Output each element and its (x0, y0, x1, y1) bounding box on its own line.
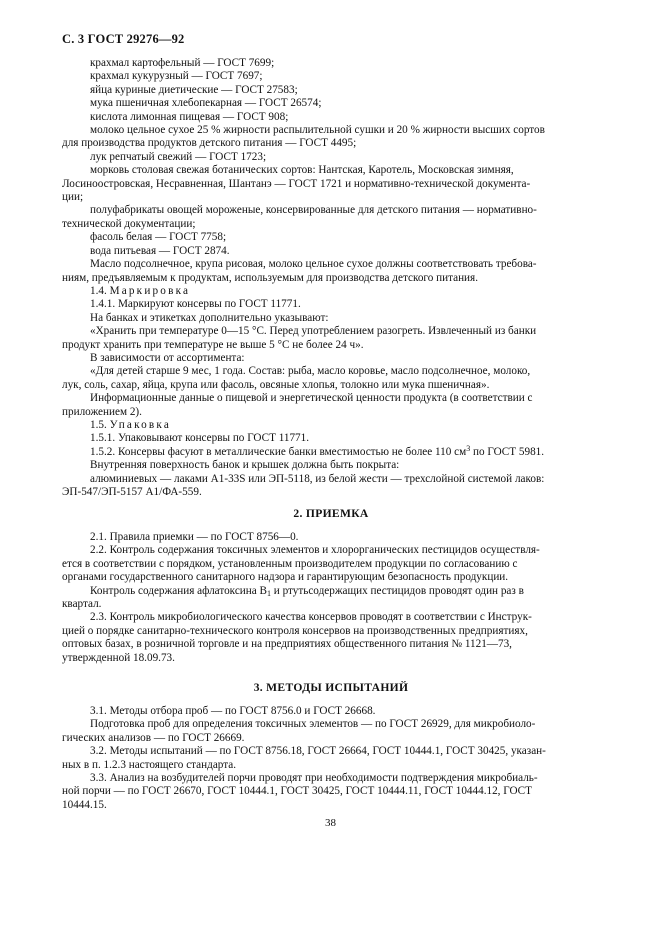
list-item: фасоль белая — ГОСТ 7758; (90, 231, 227, 244)
list-item-continued: ции; (62, 191, 84, 204)
paragraph: В зависимости от ассортимента: (90, 351, 245, 364)
paragraph: Информационные данные о пищевой и энергетической ценности продукта (в соответствии с (90, 392, 533, 405)
paragraph-continued: продукт хранить при температуре не выше 5 °С не более 24 ч». (62, 338, 364, 351)
paragraph: На банках и этикетках дополнительно указывают: (90, 311, 329, 324)
list-item: мука пшеничная хлебопекарная — ГОСТ 26574; (90, 97, 322, 110)
section-3-body (62, 705, 600, 812)
subsection-title: Упаковка (109, 418, 172, 431)
subsection-heading-1-5 (62, 419, 600, 432)
paragraph-continued: органами государственного санитарного надзора и гарантирующим безопасность продукции. (62, 571, 509, 584)
clause-1-5-1: 1.5.1. Упаковывают консервы по ГОСТ 11771. (90, 432, 310, 445)
paragraph-continued: цией о порядке санитарно-технического контроля консервов на производственных предприятиях, (62, 624, 528, 637)
clause-3-1: 3.1. Методы отбора проб — по ГОСТ 8756.0 и ГОСТ 26668. (90, 705, 376, 717)
list-item-continued: Лосиноостровская, Несравненная, Шантанэ — ГОСТ 1721 и нормативно-технической документа- (62, 177, 531, 190)
clause-3-2: 3.2. Методы испытаний — по ГОСТ 8756.18, ГОСТ 26664, ГОСТ 10444.1, ГОСТ 30425, указан- (90, 745, 546, 758)
paragraph-continued: гических анализов — по ГОСТ 26669. (62, 731, 245, 744)
list-item: лук репчатый свежий — ГОСТ 1723; (90, 150, 267, 163)
list-item: яйца куриные диетические — ГОСТ 27583; (90, 83, 298, 96)
clause-2-1: 2.1. Правила приемки — по ГОСТ 8756—0. (90, 531, 299, 543)
list-item: крахмал картофельный — ГОСТ 7699; (90, 57, 275, 69)
list-item-continued: для производства продуктов детского питания — ГОСТ 4495; (62, 137, 357, 150)
page-header: С. 3 ГОСТ 29276—92 (62, 32, 185, 46)
section-3-title: 3. МЕТОДЫ ИСПЫТАНИЙ (253, 681, 409, 694)
paragraph-continued: утвержденной 18.09.73. (62, 651, 175, 664)
subsection-number: 1.5. (90, 418, 107, 431)
list-item: вода питьевая — ГОСТ 2874. (90, 244, 230, 257)
clause-3-3: 3.3. Анализ на возбудителей порчи проводят при необходимости подтверждения микробиаль- (90, 772, 538, 785)
paragraph-continued: ЭП-547/ЭП-5157 А1/ФА-559. (62, 486, 202, 498)
section-2-title: 2. ПРИЕМКА (293, 507, 369, 520)
list-item-continued: технической документации; (62, 217, 196, 230)
paragraph-continued: лук, соль, сахар, яйца, крупа или фасоль, овсяные хлопья, толокно или мука пшеничная». (62, 378, 490, 391)
paragraph-continued: 10444.15. (62, 798, 107, 811)
clause-1-5-2: 1.5.2. Консервы фасуют в металлические банки вместимостью не более 110 $см^3$ по ГОСТ 5981. (90, 443, 545, 458)
section-2-body (62, 531, 600, 665)
clause-2-2: 2.2. Контроль содержания токсичных элементов и хлорорганических пестицидов осуществля- (90, 544, 540, 557)
paragraph-continued: квартал. (62, 598, 102, 611)
paragraph: Контроль содержания афлатоксина $В_1$ и ртутьсодержащих пестицидов проводят один раз в (90, 584, 524, 598)
clause-2-3: 2.3. Контроль микробиологического качества консервов проводят в соответствии с Инструк- (90, 611, 532, 624)
paragraph-continued: оптовых базах, в розничной торговле и на предприятиях общественного питания № 1121—73, (62, 638, 512, 651)
paragraph-continued: приложением 2). (62, 405, 142, 418)
paragraph-continued: ной порчи — по ГОСТ 26670, ГОСТ 10444.1, ГОСТ 30425, ГОСТ 10444.11, ГОСТ 10444.12, ГОСТ (62, 785, 532, 798)
paragraph: «Хранить при температуре 0—15 °С. Перед употреблением разогреть. Извлеченный из банки (90, 325, 537, 338)
paragraph-continued: ниям, предъявляемым к продуктам, используемым для производства детского питания. (62, 271, 478, 284)
section-1-continued (62, 57, 600, 499)
paragraph-continued: ется в соответствии с порядком, установленным производителем продукции по согласованию с (62, 557, 518, 570)
paragraph: «Для детей старше 9 мес, 1 года. Состав: рыба, масло коровье, масло подсолнечное, молоко, (90, 365, 531, 378)
paragraph-continued: ных в п. 1.2.3 настоящего стандарта. (62, 758, 237, 771)
subsection-heading-1-4 (62, 285, 600, 298)
list-item: морковь столовая свежая ботанических сортов: Нантская, Каротель, Московская зимняя, (90, 164, 514, 177)
page-number: 38 (325, 817, 336, 829)
paragraph: Масло подсолнечное, крупа рисовая, молоко цельное сухое должны соответствовать требова- (90, 258, 537, 271)
list-item: крахмал кукурузный — ГОСТ 7697; (90, 70, 263, 83)
subsection-title: Маркировка (109, 284, 191, 297)
list-item: молоко цельное сухое 25 % жирности распылительной сушки и 20 % жирности высших сортов (90, 124, 545, 137)
list-item: кислота лимонная пищевая — ГОСТ 908; (90, 110, 289, 123)
paragraph: алюминиевых — лаками А1-33S или ЭП-5118, из белой жести — трехслойной системой лаков: (90, 472, 545, 485)
clause-1-4-1: 1.4.1. Маркируют консервы по ГОСТ 11771. (90, 298, 301, 311)
paragraph: Подготовка проб для определения токсичных элементов — по ГОСТ 26929, для микробиоло- (90, 718, 536, 731)
paragraph: Внутренняя поверхность банок и крышек должна быть покрыта: (90, 459, 400, 472)
list-item: полуфабрикаты овощей мороженые, консервированные для детского питания — нормативно- (90, 204, 537, 217)
subsection-number: 1.4. (90, 284, 107, 297)
